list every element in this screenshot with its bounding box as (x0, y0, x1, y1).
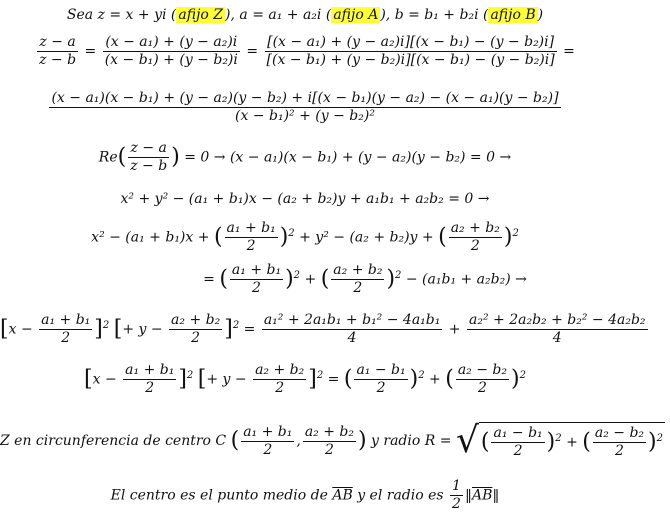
fraction-half-b (331, 262, 384, 297)
conclusion-lead: El centro es el punto medio de (110, 487, 328, 504)
complete-square-line: x² − (a₁ + b₁)x + ( $\frac{\text{a₁ + b₁}}{2}$ )$^2$ + y² − (a₂ + b₂)y + ( $\frac{\text{a₂ + b₂}}{2}$ )$^2$ (91, 220, 519, 254)
fraction-r1 (262, 312, 443, 347)
conclusion-mid: y el radio es (357, 487, 444, 504)
numerator: a₁ + b₁ (243, 423, 293, 440)
real-part-condition: Re( $\frac{z - a}{z - b}$ ) = 0 → (x − a₁)(x − b₁) + (y − a₂)(y − b₂) = 0 → (98, 140, 512, 174)
term-x: x − (8, 321, 33, 338)
numerator: a₂ − b₂ (594, 425, 645, 441)
term-y: + y² − (a₂ + b₂)y + (299, 229, 434, 246)
numerator: a₂ − b₂ (457, 362, 507, 378)
term-x: x − (92, 371, 117, 388)
re-operator: Re (98, 149, 118, 166)
numerator: a₂² + 2a₂b₂ + b₂² − 4a₂b₂ (469, 312, 646, 328)
fraction-r1 (491, 425, 544, 460)
denominator: 2 (513, 443, 523, 459)
segment-ab: $\overline{AB}$ (332, 487, 353, 504)
real-part-equation: = 0 → (x − a₁)(x − b₁) + (y − a₂)(y − b₂) = 0 → (184, 149, 512, 166)
z-definition: Sea z = x + yi (66, 7, 167, 23)
numerator: 1 (452, 478, 461, 494)
numerator: a₁ + b₁ (125, 362, 175, 378)
fraction-center-x (123, 362, 176, 397)
highlight-afijo-b: afijo B (490, 7, 536, 23)
fraction-r2 (456, 362, 509, 397)
fraction-half-b (449, 220, 502, 255)
conclusion-line: El centro es el punto medio de $\overline{AB}$ y el radio es $\frac{1}{2}$ $‖\overline{AB}‖$ (110, 478, 500, 512)
b-definition: ), b = b₁ + b₂i ( (380, 7, 489, 23)
denominator: [(x − b₁) + (y − b₂)i][(x − b₁) − (y − b₂)i] (266, 52, 555, 68)
term-x: x² − (a₁ + b₁)x + (91, 229, 210, 246)
denominator: 4 (552, 330, 562, 346)
numerator: a₁ + b₁ (231, 262, 282, 278)
numerator: [(x − a₁) + (y − a₂)i][(x − b₁) − (y − b₂)i] (265, 34, 557, 52)
denominator: 2 (246, 238, 256, 254)
denominator: z − b (130, 158, 168, 174)
numerator: a₂ + b₂ (333, 262, 383, 278)
fraction-center-x (241, 424, 294, 459)
circle-statement: Z en circunferencia de centro C ( $\frac{\text{a₁ + b₁}}{2}$ , $\frac{\text{a₂ + b₂}}{2}$ ) y radio R = √( $\frac{\text{a₁ − b₁}}{2}$ )$^2$ + ( $\frac{\text{a₂ − b₂}}{2}$ )$^2$ (0, 420, 663, 461)
denominator: 2 (145, 380, 155, 396)
denominator: 2 (353, 280, 363, 296)
numerator: z − a (128, 140, 169, 158)
fraction-half-a (230, 262, 283, 297)
fraction-xy (103, 34, 240, 69)
fraction-r2 (593, 425, 646, 460)
numerator: a₂ + b₂ (171, 312, 221, 328)
denominator: 2 (452, 496, 461, 512)
denominator: 2 (376, 380, 386, 396)
denominator: z − b (39, 52, 77, 68)
fraction-one-half (450, 478, 463, 513)
fraction-z (37, 34, 78, 69)
quotient-expansion: $\frac{z - a}{z - b}$ = $\frac{\text{(x − a₁) + (y − a₂)i}}{\text{(x − b₁) + (y − b₂)i}}$ = $\frac{\text{[(x − a₁) + (y − a₂)i][(x − b₁) − (y − b₂)i]}}{\text{[(x − b₁) + (y − b₂)i][(x − b₁) − (y − b₂)i]}}$ = (39, 34, 575, 68)
fraction-conjugate (265, 34, 557, 69)
denominator: 4 (347, 330, 357, 346)
numerator: a₂ + b₂ (304, 423, 354, 440)
complete-square-rhs: = ( $\frac{\text{a₁ + b₁}}{2}$ )$^2$ + ( $\frac{\text{a₂ + b₂}}{2}$ )$^2$ − (a₁b₁ + a₂b₂) → (203, 262, 527, 296)
denominator: 2 (614, 443, 624, 459)
denominator: 2 (470, 238, 480, 254)
definitions-line: Sea z = x + yi ( afijo Z ), a = a₁ + a₂i ( afijo A ), b = b₁ + b₂i ( afijo B ) (66, 7, 544, 23)
term-y: + y − (122, 321, 163, 338)
numerator: a₁ − b₁ (356, 362, 406, 378)
quotient-result (0, 90, 610, 125)
radius-label: y radio R = (371, 433, 452, 449)
denominator: 2 (324, 441, 334, 458)
fraction-center-x (39, 312, 92, 347)
highlight-afijo-z: afijo Z (178, 7, 224, 23)
expanded-equation (0, 190, 610, 208)
numerator: a₂ + b₂ (255, 362, 305, 378)
denominator: (x − b₁) + (y − b₂)i (104, 52, 238, 68)
denominator: (x − b₁)² + (y − b₂)² (235, 108, 375, 124)
numerator: a₁ + b₁ (41, 312, 91, 328)
numerator: a₁ + b₁ (226, 220, 276, 236)
fraction-center-y (253, 362, 306, 397)
numerator: (x − a₁) + (y − a₂)i (103, 34, 240, 52)
squared-form: [x − $\frac{\text{a₁ + b₁}}{2}$ ]$^2$ [+ y − $\frac{\text{a₂ + b₂}}{2}$ ]$^2$ = $\frac{\text{a₁² + 2a₁b₁ + b₁² − 4a₁b₁}}{4}$ + $\frac{\text{a₂² + 2a₂b₂ + b₂² − 4a₂b₂}}{4}$ (0, 312, 646, 346)
numerator: (x − a₁)(x − b₁) + (y − a₂)(y − b₂) + i[(x − b₁)(y − a₂) − (x − a₁)(y − b₂)] (51, 90, 559, 106)
numerator: a₁ − b₁ (493, 425, 543, 441)
square-root-radicand: ( $\frac{\text{a₁ − b₁}}{2}$ )$^2$ + ( $\frac{\text{a₂ − b₂}}{2}$ )$^2$ (479, 422, 665, 460)
statement-lead: Z en circunferencia de centro C (0, 433, 227, 449)
term-product: − (a₁b₁ + a₂b₂) → (405, 271, 527, 288)
denominator: 2 (477, 380, 487, 396)
denominator: 2 (61, 330, 71, 346)
closing-paren: ) (537, 7, 544, 23)
highlight-afijo-a: afijo A (333, 7, 379, 23)
term-y: + y − (206, 371, 247, 388)
fraction-center-y (303, 424, 356, 459)
a-definition: ), a = a₁ + a₂i ( (225, 7, 332, 23)
denominator: 2 (263, 441, 273, 458)
fraction-center-y (169, 312, 222, 347)
numerator: z − a (37, 34, 78, 52)
fraction-half-a (225, 220, 278, 255)
fraction-r2 (467, 312, 648, 347)
numerator: a₂ + b₂ (450, 220, 500, 236)
norm-ab: $\overline{AB}$ (471, 487, 493, 504)
fraction-result (49, 90, 560, 125)
denominator: 2 (191, 330, 201, 346)
square-root-sign: √ (455, 420, 479, 461)
denominator: 2 (252, 280, 261, 296)
fraction-r1 (354, 362, 407, 397)
expanded-equation-text: x² + y² − (a₁ + b₁)x − (a₂ + b₂)y + a₁b₁ + a₂b₂ = 0 → (120, 191, 490, 207)
fraction-re (128, 140, 169, 175)
numerator: a₁² + 2a₁b₁ + b₁² − 4a₁b₁ (263, 312, 441, 328)
denominator: 2 (275, 380, 285, 396)
circle-equation: [x − $\frac{\text{a₁ + b₁}}{2}$ ]$^2$ [+ y − $\frac{\text{a₂ + b₂}}{2}$ ]$^2$ = ( $\frac{\text{a₁ − b₁}}{2}$ )$^2$ + ( $\frac{\text{a₂ − b₂}}{2}$ )$^2$ (84, 362, 526, 396)
